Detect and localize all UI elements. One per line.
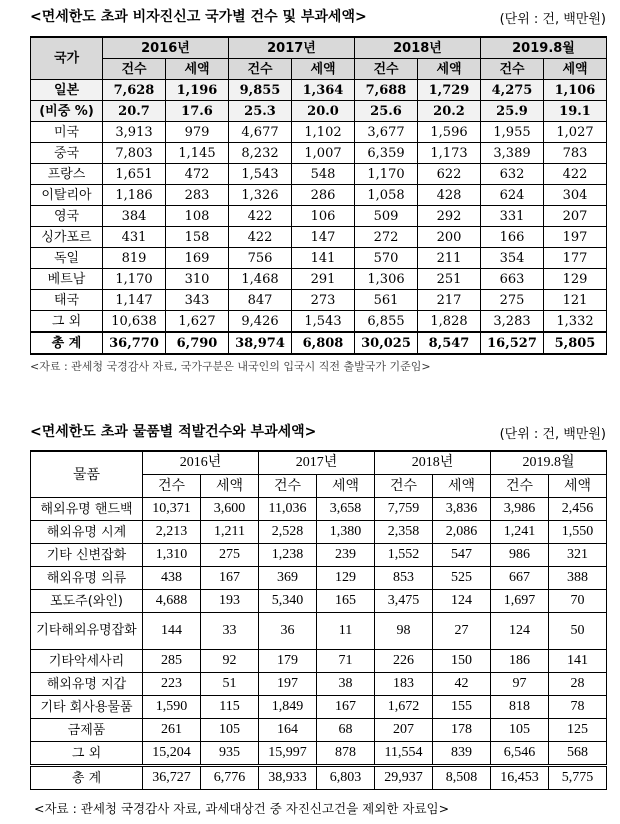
table1-year-row xyxy=(31,37,607,59)
t2-cell: 3,600 xyxy=(201,498,259,521)
t2-cell: 568 xyxy=(549,742,607,766)
t2-cell: 7,759 xyxy=(375,498,433,521)
t2-cell: 36 xyxy=(259,613,317,650)
t1-cell: 663 xyxy=(481,269,544,290)
t2-row-label: 해외유명 지갑 xyxy=(31,673,143,696)
t2-cell: 667 xyxy=(491,567,549,590)
t1-cell: 1,147 xyxy=(103,290,166,311)
t2-cell: 6,546 xyxy=(491,742,549,766)
t2-cell: 105 xyxy=(201,719,259,742)
t2-cell: 97 xyxy=(491,673,549,696)
t2-cell: 15,997 xyxy=(259,742,317,766)
t2-cell: 33 xyxy=(201,613,259,650)
t2-cell: 1,590 xyxy=(143,696,201,719)
t1-cell: 6,359 xyxy=(355,143,418,164)
table1-sub-tax: 세액 xyxy=(544,59,607,80)
t1-cell: 106 xyxy=(292,206,355,227)
t1-total-cell: 36,770 xyxy=(103,332,166,354)
t2-cell: 155 xyxy=(433,696,491,719)
t2-cell: 853 xyxy=(375,567,433,590)
table1-sub-row xyxy=(31,59,607,80)
t1-cell: 1,173 xyxy=(418,143,481,164)
t2-cell: 50 xyxy=(549,613,607,650)
t2-table-row xyxy=(31,673,607,696)
t2-cell: 11,036 xyxy=(259,498,317,521)
t1-cell: 1,326 xyxy=(229,185,292,206)
t1-table-row xyxy=(31,164,607,185)
t2-cell: 2,456 xyxy=(549,498,607,521)
t2-cell: 3,658 xyxy=(317,498,375,521)
t2-cell: 15,204 xyxy=(143,742,201,766)
t1-cell: 147 xyxy=(292,227,355,248)
t2-cell: 144 xyxy=(143,613,201,650)
t1-total-cell: 6,790 xyxy=(166,332,229,354)
t1-cell: 200 xyxy=(418,227,481,248)
t1-cell: 1,170 xyxy=(103,269,166,290)
t1-cell: 7,628 xyxy=(103,80,166,101)
t2-cell: 125 xyxy=(549,719,607,742)
t2-cell: 275 xyxy=(201,544,259,567)
t1-cell: 10,638 xyxy=(103,311,166,333)
t1-table-row xyxy=(31,80,607,101)
t2-cell: 165 xyxy=(317,590,375,613)
t1-cell: 20.7 xyxy=(103,101,166,122)
t1-cell: 509 xyxy=(355,206,418,227)
table1-sub-count: 건수 xyxy=(481,59,544,80)
t2-table-row xyxy=(31,719,607,742)
t1-cell: 384 xyxy=(103,206,166,227)
t1-table-row xyxy=(31,143,607,164)
t1-cell: 1,007 xyxy=(292,143,355,164)
t1-cell: 273 xyxy=(292,290,355,311)
table1-sub-count: 건수 xyxy=(355,59,418,80)
t2-cell: 239 xyxy=(317,544,375,567)
t2-cell: 98 xyxy=(375,613,433,650)
t1-cell: 272 xyxy=(355,227,418,248)
t2-cell: 2,528 xyxy=(259,521,317,544)
t2-cell: 28 xyxy=(549,673,607,696)
table1-source-note: <자료 : 관세청 국경감사 자료, 국가구분은 내국인의 입국시 직전 출발국가 기준임> xyxy=(30,360,431,373)
t2-cell: 183 xyxy=(375,673,433,696)
t2-table-row xyxy=(31,613,607,650)
t2-cell: 115 xyxy=(201,696,259,719)
t1-cell: 624 xyxy=(481,185,544,206)
t1-cell: 979 xyxy=(166,122,229,143)
t1-cell: 207 xyxy=(544,206,607,227)
table1-year: 2019.8월 xyxy=(481,37,607,59)
t1-table-row xyxy=(31,185,607,206)
t2-total-row xyxy=(31,766,607,790)
t1-cell: 304 xyxy=(544,185,607,206)
t1-total-label: 총 계 xyxy=(31,332,103,354)
t1-cell: 1,058 xyxy=(355,185,418,206)
t2-row-label: 기타 회사용물품 xyxy=(31,696,143,719)
t1-cell: 1,955 xyxy=(481,122,544,143)
table1-title: <면세한도 초과 비자진신고 국가별 건수 및 부과세액> xyxy=(30,9,367,25)
t2-cell: 5,340 xyxy=(259,590,317,613)
t2-cell: 167 xyxy=(317,696,375,719)
t2-row-label: 그 외 xyxy=(31,742,143,766)
t2-row-label: 금제품 xyxy=(31,719,143,742)
table1-sub-tax: 세액 xyxy=(418,59,481,80)
table1-sub-tax: 세액 xyxy=(166,59,229,80)
t1-cell: 121 xyxy=(544,290,607,311)
t1-cell: 25.3 xyxy=(229,101,292,122)
t1-row-label: 이탈리아 xyxy=(31,185,103,206)
t2-cell: 369 xyxy=(259,567,317,590)
t1-cell: 1,332 xyxy=(544,311,607,333)
t1-row-label: 일본 xyxy=(31,80,103,101)
t2-cell: 4,688 xyxy=(143,590,201,613)
t2-row-label: 해외유명 핸드백 xyxy=(31,498,143,521)
t2-cell: 78 xyxy=(549,696,607,719)
table2-unit: (단위 : 건, 백만원) xyxy=(499,427,606,442)
table2-year-row xyxy=(31,451,607,475)
t1-total-cell: 38,974 xyxy=(229,332,292,354)
t1-cell: 819 xyxy=(103,248,166,269)
t1-total-cell: 30,025 xyxy=(355,332,418,354)
t1-cell: 1,543 xyxy=(292,311,355,333)
t1-cell: 197 xyxy=(544,227,607,248)
t1-cell: 129 xyxy=(544,269,607,290)
t1-table-row xyxy=(31,269,607,290)
t2-cell: 124 xyxy=(433,590,491,613)
t1-cell: 3,913 xyxy=(103,122,166,143)
t1-cell: 292 xyxy=(418,206,481,227)
t2-total-cell: 16,453 xyxy=(491,766,549,790)
t1-cell: 19.1 xyxy=(544,101,607,122)
t2-table-row xyxy=(31,498,607,521)
t1-cell: 7,688 xyxy=(355,80,418,101)
t2-cell: 1,238 xyxy=(259,544,317,567)
table2-year: 2017년 xyxy=(259,451,375,475)
t1-cell: 310 xyxy=(166,269,229,290)
t1-cell: 1,170 xyxy=(355,164,418,185)
t1-row-label: 베트남 xyxy=(31,269,103,290)
t2-cell: 207 xyxy=(375,719,433,742)
t2-cell: 150 xyxy=(433,650,491,673)
t1-cell: 251 xyxy=(418,269,481,290)
t2-cell: 11 xyxy=(317,613,375,650)
t1-cell: 3,389 xyxy=(481,143,544,164)
t1-cell: 570 xyxy=(355,248,418,269)
t2-table-row xyxy=(31,650,607,673)
t2-row-label: 기타 신변잡화 xyxy=(31,544,143,567)
t1-cell: 1,627 xyxy=(166,311,229,333)
t2-cell: 1,550 xyxy=(549,521,607,544)
t2-cell: 197 xyxy=(259,673,317,696)
t1-cell: 20.0 xyxy=(292,101,355,122)
t1-cell: 8,232 xyxy=(229,143,292,164)
t1-row-label: (비중 %) xyxy=(31,101,103,122)
t2-cell: 70 xyxy=(549,590,607,613)
t2-cell: 2,358 xyxy=(375,521,433,544)
t1-cell: 428 xyxy=(418,185,481,206)
t2-row-label: 기타해외유명잡화 xyxy=(31,613,143,650)
t2-cell: 935 xyxy=(201,742,259,766)
t2-row-label: 포도주(와인) xyxy=(31,590,143,613)
t1-cell: 622 xyxy=(418,164,481,185)
t2-cell: 3,986 xyxy=(491,498,549,521)
t1-cell: 3,677 xyxy=(355,122,418,143)
t2-cell: 3,836 xyxy=(433,498,491,521)
t1-table-row xyxy=(31,227,607,248)
table2-title: <면세한도 초과 물품별 적발건수와 부과세액> xyxy=(30,424,317,440)
t1-cell: 17.6 xyxy=(166,101,229,122)
t1-total-cell: 8,547 xyxy=(418,332,481,354)
t1-cell: 6,855 xyxy=(355,311,418,333)
t2-cell: 51 xyxy=(201,673,259,696)
t1-total-cell: 5,805 xyxy=(544,332,607,354)
t1-cell: 561 xyxy=(355,290,418,311)
t1-cell: 158 xyxy=(166,227,229,248)
t1-cell: 275 xyxy=(481,290,544,311)
t2-table-row xyxy=(31,544,607,567)
t2-table-row xyxy=(31,521,607,544)
t1-cell: 4,677 xyxy=(229,122,292,143)
table2-row-header: 물품 xyxy=(31,451,143,498)
t1-row-label: 독일 xyxy=(31,248,103,269)
table2-year: 2016년 xyxy=(143,451,259,475)
t2-cell: 223 xyxy=(143,673,201,696)
t1-cell: 1,828 xyxy=(418,311,481,333)
t1-cell: 25.9 xyxy=(481,101,544,122)
t1-cell: 422 xyxy=(229,227,292,248)
t1-cell: 7,803 xyxy=(103,143,166,164)
table1-sub-count: 건수 xyxy=(103,59,166,80)
table2-year: 2018년 xyxy=(375,451,491,475)
t2-cell: 68 xyxy=(317,719,375,742)
t1-cell: 756 xyxy=(229,248,292,269)
t2-total-cell: 8,508 xyxy=(433,766,491,790)
t2-total-cell: 38,933 xyxy=(259,766,317,790)
t1-table-row xyxy=(31,290,607,311)
t1-cell: 1,596 xyxy=(418,122,481,143)
t1-table-row xyxy=(31,101,607,122)
t2-cell: 1,849 xyxy=(259,696,317,719)
t1-table-row xyxy=(31,122,607,143)
t1-cell: 217 xyxy=(418,290,481,311)
table2-sub-count: 건수 xyxy=(375,475,433,498)
t2-cell: 321 xyxy=(549,544,607,567)
t1-cell: 1,543 xyxy=(229,164,292,185)
t1-cell: 211 xyxy=(418,248,481,269)
table2-year: 2019.8월 xyxy=(491,451,607,475)
t2-cell: 388 xyxy=(549,567,607,590)
t1-cell: 783 xyxy=(544,143,607,164)
t1-total-cell: 6,808 xyxy=(292,332,355,354)
t2-cell: 10,371 xyxy=(143,498,201,521)
t1-table-row xyxy=(31,311,607,333)
t2-cell: 11,554 xyxy=(375,742,433,766)
t1-cell: 286 xyxy=(292,185,355,206)
t1-cell: 9,855 xyxy=(229,80,292,101)
t1-cell: 169 xyxy=(166,248,229,269)
t2-total-label: 총 계 xyxy=(31,766,143,790)
t2-cell: 1,211 xyxy=(201,521,259,544)
t2-cell: 186 xyxy=(491,650,549,673)
t1-cell: 1,106 xyxy=(544,80,607,101)
t2-cell: 285 xyxy=(143,650,201,673)
table1-year: 2016년 xyxy=(103,37,229,59)
t1-cell: 166 xyxy=(481,227,544,248)
t2-cell: 105 xyxy=(491,719,549,742)
t2-cell: 2,086 xyxy=(433,521,491,544)
t1-cell: 1,651 xyxy=(103,164,166,185)
t1-cell: 1,145 xyxy=(166,143,229,164)
table2-sub-tax: 세액 xyxy=(433,475,491,498)
t2-cell: 1,552 xyxy=(375,544,433,567)
t1-cell: 331 xyxy=(481,206,544,227)
t2-cell: 42 xyxy=(433,673,491,696)
t2-cell: 1,380 xyxy=(317,521,375,544)
t2-cell: 178 xyxy=(433,719,491,742)
t1-cell: 847 xyxy=(229,290,292,311)
t2-total-cell: 6,803 xyxy=(317,766,375,790)
t2-cell: 1,697 xyxy=(491,590,549,613)
t2-cell: 1,672 xyxy=(375,696,433,719)
t2-total-cell: 36,727 xyxy=(143,766,201,790)
t1-cell: 9,426 xyxy=(229,311,292,333)
t1-cell: 291 xyxy=(292,269,355,290)
t1-cell: 343 xyxy=(166,290,229,311)
table2-sub-count: 건수 xyxy=(259,475,317,498)
t1-cell: 141 xyxy=(292,248,355,269)
t2-cell: 124 xyxy=(491,613,549,650)
t2-table-row xyxy=(31,590,607,613)
t1-cell: 1,729 xyxy=(418,80,481,101)
t1-cell: 25.6 xyxy=(355,101,418,122)
t2-cell: 839 xyxy=(433,742,491,766)
t2-cell: 525 xyxy=(433,567,491,590)
t1-cell: 1,468 xyxy=(229,269,292,290)
t1-cell: 354 xyxy=(481,248,544,269)
t1-cell: 422 xyxy=(229,206,292,227)
t2-cell: 3,475 xyxy=(375,590,433,613)
t1-cell: 1,027 xyxy=(544,122,607,143)
t2-cell: 438 xyxy=(143,567,201,590)
t1-table-row xyxy=(31,206,607,227)
table2-sub-count: 건수 xyxy=(491,475,549,498)
t2-cell: 1,310 xyxy=(143,544,201,567)
t2-table-row xyxy=(31,742,607,766)
t1-row-label: 그 외 xyxy=(31,311,103,333)
t2-row-label: 기타악세사리 xyxy=(31,650,143,673)
table2-sub-tax: 세액 xyxy=(317,475,375,498)
t2-cell: 261 xyxy=(143,719,201,742)
t1-cell: 283 xyxy=(166,185,229,206)
t2-cell: 1,241 xyxy=(491,521,549,544)
t1-table-row xyxy=(31,248,607,269)
t1-row-label: 미국 xyxy=(31,122,103,143)
t2-cell: 141 xyxy=(549,650,607,673)
t1-cell: 1,186 xyxy=(103,185,166,206)
t1-cell: 1,364 xyxy=(292,80,355,101)
t2-cell: 193 xyxy=(201,590,259,613)
t1-cell: 548 xyxy=(292,164,355,185)
t1-cell: 108 xyxy=(166,206,229,227)
t2-cell: 129 xyxy=(317,567,375,590)
t2-cell: 226 xyxy=(375,650,433,673)
t1-cell: 3,283 xyxy=(481,311,544,333)
t1-total-cell: 16,527 xyxy=(481,332,544,354)
t1-cell: 472 xyxy=(166,164,229,185)
t1-row-label: 영국 xyxy=(31,206,103,227)
t2-total-cell: 29,937 xyxy=(375,766,433,790)
t2-total-cell: 5,775 xyxy=(549,766,607,790)
t2-table-row xyxy=(31,567,607,590)
table1-sub-tax: 세액 xyxy=(292,59,355,80)
table2-source-note: <자료 : 관세청 국경감사 자료, 과세대상건 중 자진신고건을 제외한 자료임> xyxy=(34,801,450,816)
t2-cell: 986 xyxy=(491,544,549,567)
t1-row-label: 태국 xyxy=(31,290,103,311)
t1-cell: 1,306 xyxy=(355,269,418,290)
t2-cell: 2,213 xyxy=(143,521,201,544)
t1-cell: 1,196 xyxy=(166,80,229,101)
t2-cell: 38 xyxy=(317,673,375,696)
table2-sub-tax: 세액 xyxy=(201,475,259,498)
t2-total-cell: 6,776 xyxy=(201,766,259,790)
t2-cell: 818 xyxy=(491,696,549,719)
t1-cell: 177 xyxy=(544,248,607,269)
table1-year: 2017년 xyxy=(229,37,355,59)
t1-cell: 1,102 xyxy=(292,122,355,143)
t2-cell: 547 xyxy=(433,544,491,567)
table2-sub-count: 건수 xyxy=(143,475,201,498)
t2-cell: 71 xyxy=(317,650,375,673)
t1-row-label: 중국 xyxy=(31,143,103,164)
table1-row-header: 국가 xyxy=(31,37,103,80)
t1-cell: 20.2 xyxy=(418,101,481,122)
t2-cell: 878 xyxy=(317,742,375,766)
t1-cell: 431 xyxy=(103,227,166,248)
table2-sub-tax: 세액 xyxy=(549,475,607,498)
t2-cell: 92 xyxy=(201,650,259,673)
t2-cell: 27 xyxy=(433,613,491,650)
t1-cell: 422 xyxy=(544,164,607,185)
t2-cell: 179 xyxy=(259,650,317,673)
t1-row-label: 싱가포르 xyxy=(31,227,103,248)
table1-unit: (단위 : 건, 백만원) xyxy=(499,12,606,27)
t1-total-row xyxy=(31,332,607,354)
table1-year: 2018년 xyxy=(355,37,481,59)
t2-cell: 164 xyxy=(259,719,317,742)
t1-row-label: 프랑스 xyxy=(31,164,103,185)
t1-cell: 4,275 xyxy=(481,80,544,101)
country-table xyxy=(30,36,607,355)
table1-sub-count: 건수 xyxy=(229,59,292,80)
t2-row-label: 해외유명 시계 xyxy=(31,521,143,544)
item-table xyxy=(30,450,607,790)
t2-row-label: 해외유명 의류 xyxy=(31,567,143,590)
t2-table-row xyxy=(31,696,607,719)
t2-cell: 167 xyxy=(201,567,259,590)
t1-cell: 632 xyxy=(481,164,544,185)
